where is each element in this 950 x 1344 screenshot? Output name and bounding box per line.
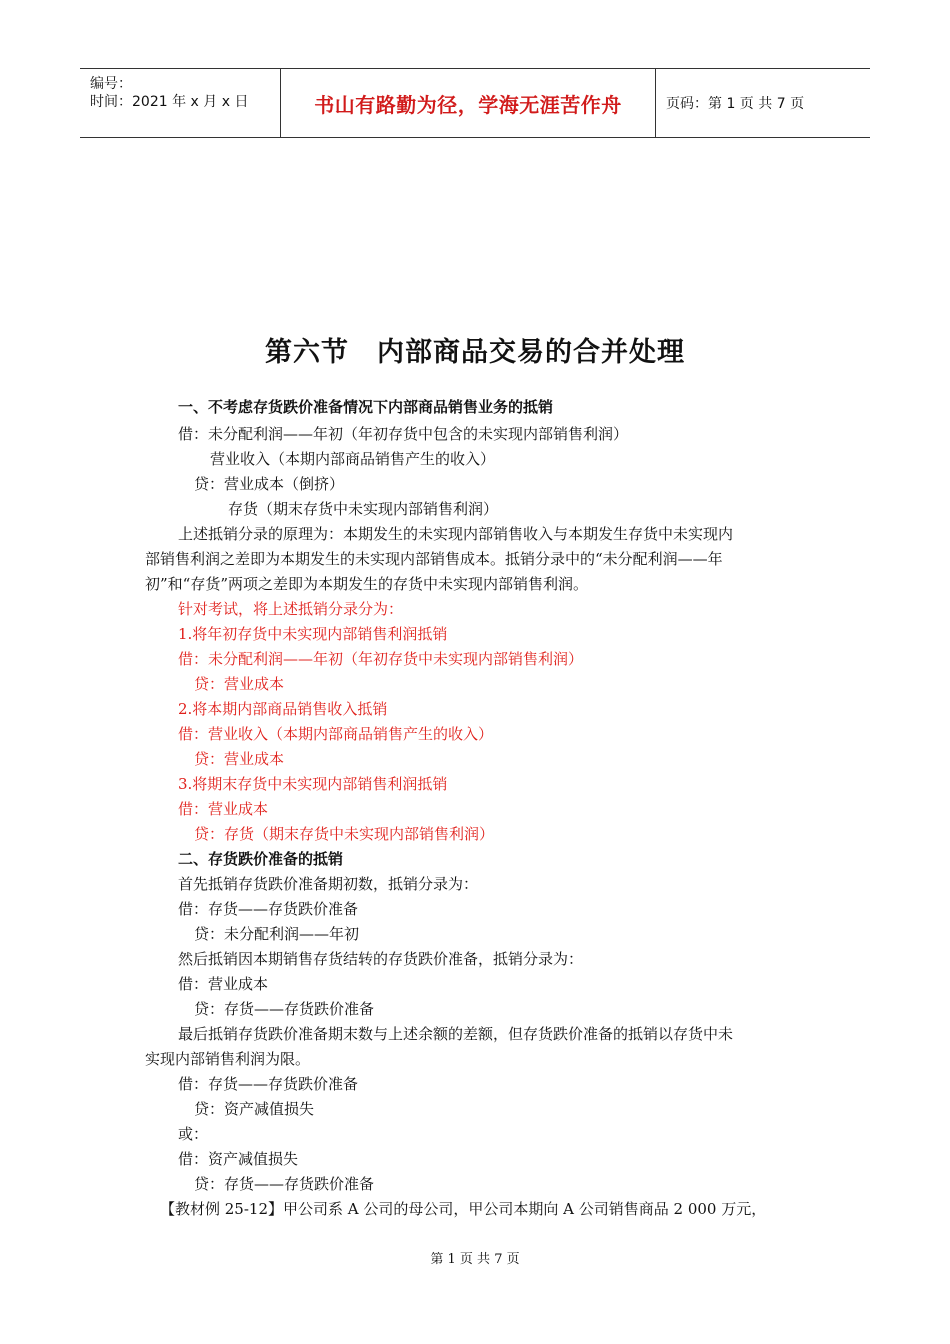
header-table <box>80 68 870 138</box>
text-line-red: 2.将本期内部商品销售收入抵销 <box>178 700 388 718</box>
heading-1: 一、不考虑存货跌价准备情况下内部商品销售业务的抵销 <box>178 398 554 416</box>
text-line: 上述抵销分录的原理为：本期发生的未实现内部销售收入与本期发生存货中未实现内 <box>178 525 734 543</box>
header-left-cell <box>80 69 280 137</box>
text-line: 借：存货——存货跌价准备 <box>178 900 359 918</box>
text-line: 借：营业成本 <box>178 975 269 993</box>
motto: 书山有路勤为径，学海无涯苦作舟 <box>280 69 656 137</box>
text-line: 最后抵销存货跌价准备期末数与上述余额的差额，但存货跌价准备的抵销以存货中未 <box>178 1025 734 1043</box>
text-line: 借：未分配利润——年初（年初存货中包含的未实现内部销售利润） <box>178 425 629 443</box>
date-label: 时间：2021 年 x 月 x 日 <box>90 94 249 110</box>
text-line-red: 贷：存货（期末存货中未实现内部销售利润） <box>194 825 495 843</box>
text-line-red: 借：营业收入（本期内部商品销售产生的收入） <box>178 725 494 743</box>
page-footer: 第 1 页 共 7 页 <box>430 1252 520 1267</box>
page-info: 页码：第 1 页 共 7 页 <box>666 96 805 112</box>
text-line-red: 借：营业成本 <box>178 800 269 818</box>
text-line: 部销售利润之差即为本期发生的未实现内部销售成本。抵销分录中的“未分配利润——年 <box>145 550 723 568</box>
section-title: 第六节 内部商品交易的合并处理 <box>265 337 685 368</box>
text-line: 【教材例 25-12】甲公司系 A 公司的母公司，甲公司本期向 A 公司销售商品 2 000 万元， <box>160 1200 767 1218</box>
text-line: 贷：存货——存货跌价准备 <box>194 1175 375 1193</box>
text-line-red: 贷：营业成本 <box>194 675 285 693</box>
header-right-cell <box>656 69 870 137</box>
text-line: 贷：资产减值损失 <box>194 1100 315 1118</box>
number-label: 编号： <box>90 76 132 92</box>
text-line: 初”和“存货”两项之差即为本期发生的存货中未实现内部销售利润。 <box>145 575 589 593</box>
text-line-red: 借：未分配利润——年初（年初存货中未实现内部销售利润） <box>178 650 584 668</box>
heading-2: 二、存货跌价准备的抵销 <box>178 850 344 868</box>
text-line: 存货（期末存货中未实现内部销售利润） <box>228 500 499 518</box>
text-line: 贷：未分配利润——年初 <box>194 925 360 943</box>
text-line: 首先抵销存货跌价准备期初数，抵销分录为： <box>178 875 479 893</box>
text-line: 营业收入（本期内部商品销售产生的收入） <box>210 450 496 468</box>
text-line: 贷：存货——存货跌价准备 <box>194 1000 375 1018</box>
text-line: 贷：营业成本（倒挤） <box>194 475 345 493</box>
text-line: 然后抵销因本期销售存货结转的存货跌价准备，抵销分录为： <box>178 950 584 968</box>
text-line-red: 贷：营业成本 <box>194 750 285 768</box>
text-line: 实现内部销售利润为限。 <box>145 1050 311 1068</box>
text-line-red: 3.将期末存货中未实现内部销售利润抵销 <box>178 775 448 793</box>
text-line-red: 针对考试，将上述抵销分录分为： <box>178 600 404 618</box>
text-line: 或： <box>178 1125 209 1143</box>
text-line: 借：资产减值损失 <box>178 1150 299 1168</box>
text-line-red: 1.将年初存货中未实现内部销售利润抵销 <box>178 625 448 643</box>
text-line: 借：存货——存货跌价准备 <box>178 1075 359 1093</box>
